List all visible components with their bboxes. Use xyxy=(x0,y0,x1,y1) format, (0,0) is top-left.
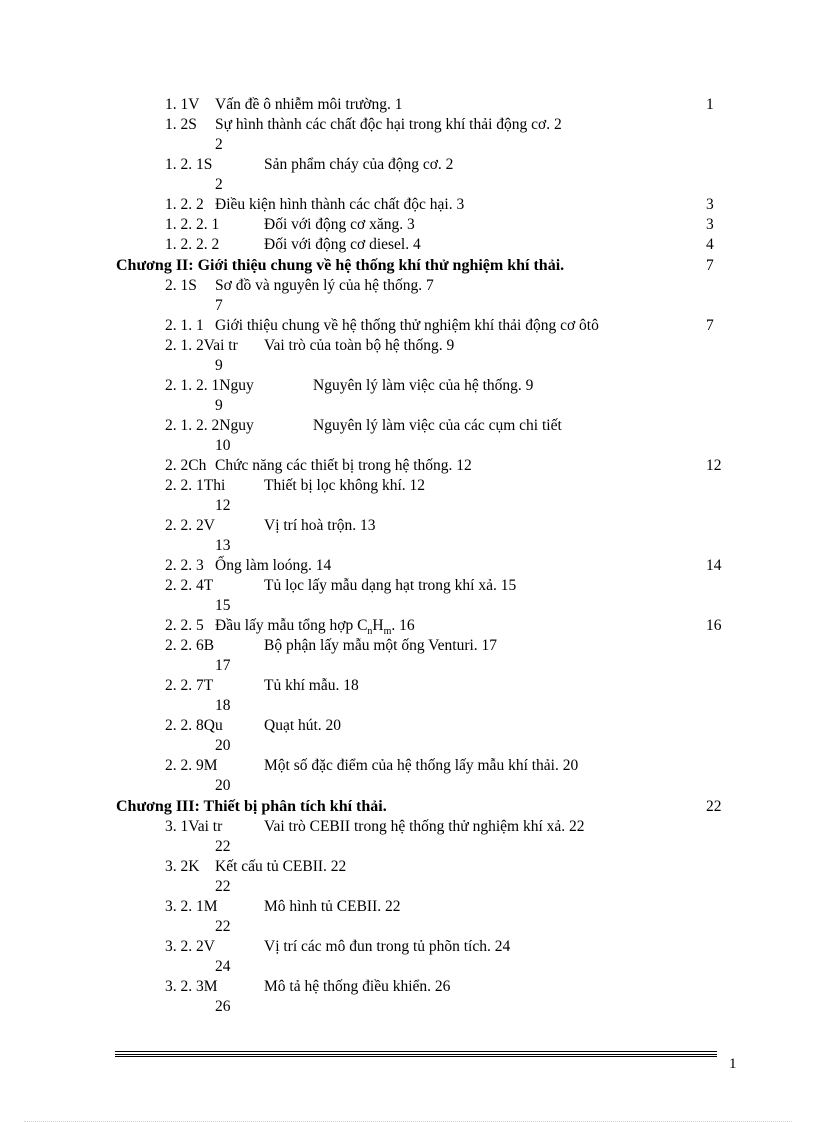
toc-page-number: 20 xyxy=(215,737,231,754)
toc-title: Nguyên lý làm việc của hệ thống. 9 xyxy=(313,377,534,394)
toc-title: Sản phẩm cháy của động cơ. 2 xyxy=(264,156,454,173)
toc-title xyxy=(215,616,415,636)
toc-title: Vị trí các mô đun trong tủ phõn tích. 24 xyxy=(264,938,511,955)
toc-page-number: 14 xyxy=(706,557,722,574)
toc-title-part: . 16 xyxy=(391,617,415,634)
toc-page-number: 22 xyxy=(215,838,231,855)
toc-page-number: 7 xyxy=(706,257,714,274)
toc-number: 1. 2. 2. 2 xyxy=(165,236,220,253)
toc-page-number: 26 xyxy=(215,998,231,1015)
toc-number: 1. 1V xyxy=(165,96,200,113)
toc-title: Vấn đề ô nhiễm môi trường. 1 xyxy=(215,96,403,113)
toc-page-number: 1 xyxy=(706,96,714,113)
toc-number: 3. 2. 3M xyxy=(165,978,218,995)
toc-page-number: 12 xyxy=(706,457,722,474)
toc-page-number: 15 xyxy=(215,597,231,614)
toc-title: Vai trò CEBII trong hệ thống thử nghiệm khí xả. 22 xyxy=(264,818,585,835)
toc-number: 2. 1. 1 xyxy=(165,317,204,334)
toc-title: Đối với động cơ xăng. 3 xyxy=(264,216,415,233)
footer-page-number: 1 xyxy=(729,1056,737,1072)
toc-title: Tủ lọc lấy mẫu dạng hạt trong khí xả. 15 xyxy=(264,577,517,594)
toc-number: 2. 1. 2. 1Nguy xyxy=(165,377,254,394)
toc-number: 3. 2. 1M xyxy=(165,898,218,915)
toc-page-number: 18 xyxy=(215,697,231,714)
toc-title-part: Đầu lấy mẫu tổng hợp C xyxy=(215,617,368,634)
toc-title: Quạt hút. 20 xyxy=(264,717,342,734)
toc-page-number: 2 xyxy=(215,136,223,153)
toc-page-number: 16 xyxy=(706,617,722,634)
toc-page-number: 17 xyxy=(215,657,231,674)
toc-page-number: 4 xyxy=(706,236,714,253)
toc-page-number: 22 xyxy=(215,878,231,895)
toc-number: 1. 2S xyxy=(165,116,197,133)
toc-number: 2. 1. 2. 2Nguy xyxy=(165,417,254,434)
toc-title: Đối với động cơ diesel. 4 xyxy=(264,236,421,253)
subscript-m: m xyxy=(383,626,392,638)
toc-number: 1. 2. 2. 1 xyxy=(165,216,220,233)
toc-page-number: 9 xyxy=(215,397,223,414)
toc-page-number: 24 xyxy=(215,958,231,975)
toc-number: 3. 1Vai tr xyxy=(165,818,223,835)
toc-title: Tủ khí mẫu. 18 xyxy=(264,677,359,694)
toc-number: 2. 2. 3 xyxy=(165,557,204,574)
toc-title: Một số đặc điểm của hệ thống lấy mẫu khí thải. 20 xyxy=(264,757,579,774)
toc-number: 1. 2. 2 xyxy=(165,196,204,213)
toc-number: 2. 2. 7T xyxy=(165,677,214,694)
toc-title: Thiết bị lọc không khí. 12 xyxy=(264,477,426,494)
toc-title: Ống làm loóng. 14 xyxy=(215,557,332,574)
subscript-n: n xyxy=(367,626,373,638)
toc-page-number: 13 xyxy=(215,537,231,554)
toc-title: Vị trí hoà trộn. 13 xyxy=(264,517,376,534)
toc-title-part: H xyxy=(372,617,384,634)
toc-number: 2. 2. 8Qu xyxy=(165,717,223,734)
toc-page-number: 9 xyxy=(215,357,223,374)
toc-number: 1. 2. 1S xyxy=(165,156,213,173)
toc-number: 2. 2. 1Thi xyxy=(165,477,226,494)
toc-number: 2. 2. 5 xyxy=(165,617,204,634)
chapter-title: Chương II: Giới thiệu chung về hệ thống khí thử nghiệm khí thải. xyxy=(116,257,565,274)
toc-title: Chức năng các thiết bị trong hệ thống. 12 xyxy=(215,457,472,474)
toc-number: 2. 2. 9M xyxy=(165,757,218,774)
toc-page-number: 12 xyxy=(215,497,231,514)
chapter-title: Chương III: Thiết bị phân tích khí thải. xyxy=(116,798,387,815)
footer-divider xyxy=(115,1051,717,1057)
toc-page-number: 3 xyxy=(706,196,714,213)
toc-title: Điều kiện hình thành các chất độc hại. 3 xyxy=(215,196,465,213)
toc-title: Mô hình tủ CEBII. 22 xyxy=(264,898,401,915)
toc-page-number: 22 xyxy=(706,798,722,815)
toc-number: 2. 1S xyxy=(165,277,197,294)
toc-number: 2. 2. 4T xyxy=(165,577,214,594)
toc-page-number: 2 xyxy=(215,176,223,193)
toc-number: 2. 2. 2V xyxy=(165,517,215,534)
toc-page-number: 7 xyxy=(706,317,714,334)
toc-title: Mô tả hệ thống điều khiển. 26 xyxy=(264,978,451,995)
toc-title: Sự hình thành các chất độc hại trong khí thải động cơ. 2 xyxy=(215,116,562,133)
toc-number: 3. 2. 2V xyxy=(165,938,215,955)
toc-number: 2. 2. 6B xyxy=(165,637,215,654)
toc-title: Bộ phận lấy mẫu một ống Venturi. 17 xyxy=(264,637,498,654)
toc-page-number: 3 xyxy=(706,216,714,233)
toc-number: 2. 1. 2Vai tr xyxy=(165,337,238,354)
toc-title: Sơ đồ và nguyên lý của hệ thống. 7 xyxy=(215,277,434,294)
toc-page-number: 10 xyxy=(215,437,231,454)
toc-number: 2. 2Ch xyxy=(165,457,207,474)
toc-title: Nguyên lý làm việc của các cụm chi tiết xyxy=(313,417,562,434)
toc-page-number: 22 xyxy=(215,918,231,935)
toc-title: Kết cấu tủ CEBII. 22 xyxy=(215,858,347,875)
toc-title: Giới thiệu chung về hệ thống thử nghiệm khí thải động cơ ôtô xyxy=(215,317,599,334)
toc-title: Vai trò của toàn bộ hệ thống. 9 xyxy=(264,337,455,354)
toc-number: 3. 2K xyxy=(165,858,200,875)
page-bottom-edge xyxy=(24,1121,792,1122)
toc-page-number: 7 xyxy=(215,297,223,314)
toc-page-number: 20 xyxy=(215,777,231,794)
